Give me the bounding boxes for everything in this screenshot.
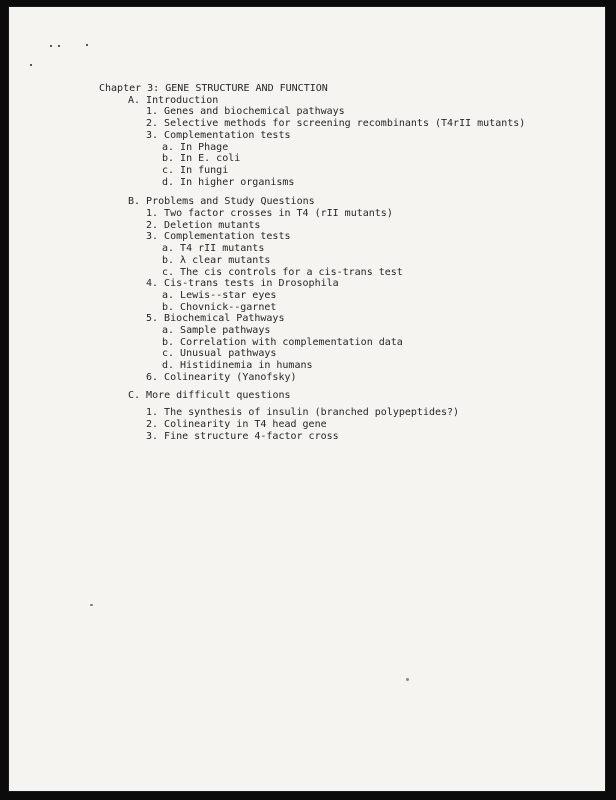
outline-item: 3. Complementation tests <box>146 231 291 243</box>
outline-subitem: b. λ clear mutants <box>162 254 271 266</box>
page-sheet <box>8 6 606 792</box>
outline-subitem: d. In higher organisms <box>162 176 295 188</box>
outline-item: 1. Genes and biochemical pathways <box>146 106 345 118</box>
ink-speck <box>30 64 32 66</box>
outline-subitem: a. Lewis--star eyes <box>162 289 277 301</box>
outline-subitem: c. In fungi <box>162 164 229 176</box>
outline-item: 3. Fine structure 4-factor cross <box>146 430 339 442</box>
outline-subitem: a. Sample pathways <box>162 325 271 337</box>
outline-item: 5. Biochemical Pathways <box>146 313 285 325</box>
outline-subitem: a. T4 rII mutants <box>162 243 265 255</box>
ink-speck <box>406 678 409 681</box>
section-heading: B. Problems and Study Questions <box>128 196 315 208</box>
outline-item: 4. Cis-trans tests in Drosophila <box>146 278 339 290</box>
outline-item: 2. Colinearity in T4 head gene <box>146 418 327 430</box>
ink-speck <box>50 45 52 47</box>
outline-subitem: b. Correlation with complementation data <box>162 336 403 348</box>
outline-subitem: c. Unusual pathways <box>162 348 277 360</box>
ink-speck <box>90 604 93 606</box>
section-heading: C. More difficult questions <box>128 389 291 401</box>
outline-subitem: d. Histidinemia in humans <box>162 360 313 372</box>
outline-item: 2. Selective methods for screening recombinants (T4rII mutants) <box>146 118 526 130</box>
chapter-title: Chapter 3: GENE STRUCTURE AND FUNCTION <box>99 83 328 94</box>
outline-item: 3. Complementation tests <box>146 129 291 141</box>
outline-subitem: b. Chovnick--garnet <box>162 301 277 313</box>
ink-speck <box>58 45 60 47</box>
outline-subitem: a. In Phage <box>162 141 229 153</box>
outline-item: 2. Deletion mutants <box>146 219 261 231</box>
outline-subitem: b. In E. coli <box>162 153 241 165</box>
outline-subitem: c. The cis controls for a cis-trans test <box>162 266 403 278</box>
outline-item: 6. Colinearity (Yanofsky) <box>146 371 297 383</box>
outline-item: 1. Two factor crosses in T4 (rII mutants) <box>146 208 393 220</box>
section-heading: A. Introduction <box>128 94 219 106</box>
outline-item: 1. The synthesis of insulin (branched polypeptides?) <box>146 407 460 419</box>
outline <box>99 83 599 442</box>
ink-speck <box>86 44 88 46</box>
